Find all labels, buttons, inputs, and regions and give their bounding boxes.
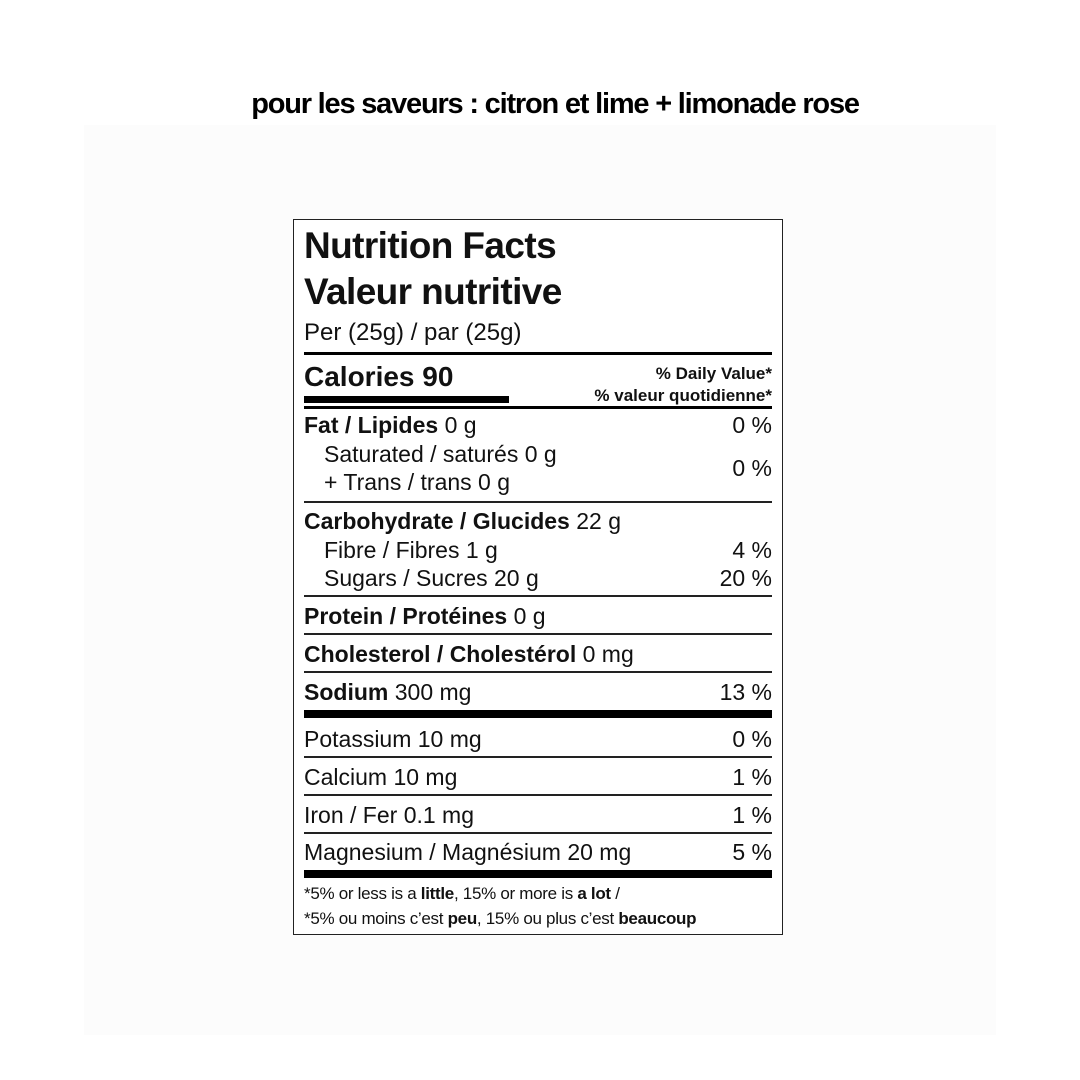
magnesium-label: Magnesium / Magnésium 20 mg	[304, 839, 632, 865]
divider-rule	[304, 406, 772, 409]
footnote-fr-peu: peu	[447, 909, 477, 928]
footnote-fr-text: , 15% ou plus c’est	[476, 909, 619, 928]
footnote-en-text: /	[610, 884, 620, 903]
fat-label: Fat / Lipides	[304, 412, 439, 438]
saturated-label: Saturated / saturés 0 g	[324, 441, 557, 467]
protein-amount: 0 g	[513, 603, 546, 629]
potassium-percent: 0 %	[732, 726, 772, 752]
cholesterol-label: Cholesterol / Cholestérol	[304, 641, 577, 667]
divider-rule	[304, 595, 772, 597]
divider-rule	[304, 794, 772, 796]
footnote-en-text: *5% or less is a	[304, 884, 421, 903]
footnote-en-alot: a lot	[577, 884, 611, 903]
footnote-french	[304, 906, 696, 931]
footnote-english	[304, 881, 696, 906]
magnesium-percent: 5 %	[732, 839, 772, 865]
fibre-percent: 4 %	[732, 537, 772, 563]
sodium-amount: 300 mg	[394, 679, 472, 705]
divider-rule	[304, 671, 772, 673]
divider-rule	[304, 633, 772, 635]
nutrition-facts-table	[293, 219, 783, 935]
sat-trans-percent: 0 %	[732, 455, 772, 481]
daily-value-header	[594, 363, 772, 407]
footnote	[304, 881, 696, 931]
footnote-en-little: little	[420, 884, 454, 903]
daily-value-en: % Daily Value*	[655, 364, 772, 383]
daily-value-fr: % valeur quotidienne*	[594, 386, 772, 405]
title-english: Nutrition Facts	[304, 225, 557, 266]
cholesterol-amount: 0 mg	[582, 641, 634, 667]
thick-divider-rule	[304, 710, 772, 718]
calories-underline	[304, 396, 509, 403]
title-french: Valeur nutritive	[304, 271, 562, 312]
calcium-percent: 1 %	[732, 764, 772, 790]
carbohydrate-amount: 22 g	[576, 508, 622, 534]
iron-label: Iron / Fer 0.1 mg	[304, 802, 475, 828]
divider-rule	[304, 756, 772, 758]
flavours-heading: pour les saveurs : citron et lime + limonade rose	[251, 88, 859, 120]
sodium-label: Sodium	[304, 679, 389, 705]
divider-rule	[304, 352, 772, 355]
footnote-en-text: , 15% or more is	[453, 884, 578, 903]
serving-size: Per (25g) / par (25g)	[304, 319, 522, 346]
fibre-label: Fibre / Fibres 1 g	[324, 537, 498, 563]
footnote-fr-beaucoup: beaucoup	[618, 909, 697, 928]
potassium-label: Potassium 10 mg	[304, 726, 482, 752]
iron-percent: 1 %	[732, 802, 772, 828]
trans-label: + Trans / trans 0 g	[324, 469, 511, 495]
sugars-percent: 20 %	[719, 565, 772, 591]
protein-label: Protein / Protéines	[304, 603, 508, 629]
sodium-percent: 13 %	[719, 679, 772, 705]
sugars-label: Sugars / Sucres 20 g	[324, 565, 539, 591]
divider-rule	[304, 501, 772, 503]
calcium-label: Calcium 10 mg	[304, 764, 458, 790]
fat-amount: 0 g	[444, 412, 477, 438]
divider-rule	[304, 832, 772, 834]
calories: Calories 90	[304, 361, 454, 392]
fat-percent: 0 %	[732, 412, 772, 438]
carbohydrate-label: Carbohydrate / Glucides	[304, 508, 570, 534]
thick-divider-rule	[304, 870, 772, 878]
footnote-fr-text: *5% ou moins c’est	[304, 909, 448, 928]
